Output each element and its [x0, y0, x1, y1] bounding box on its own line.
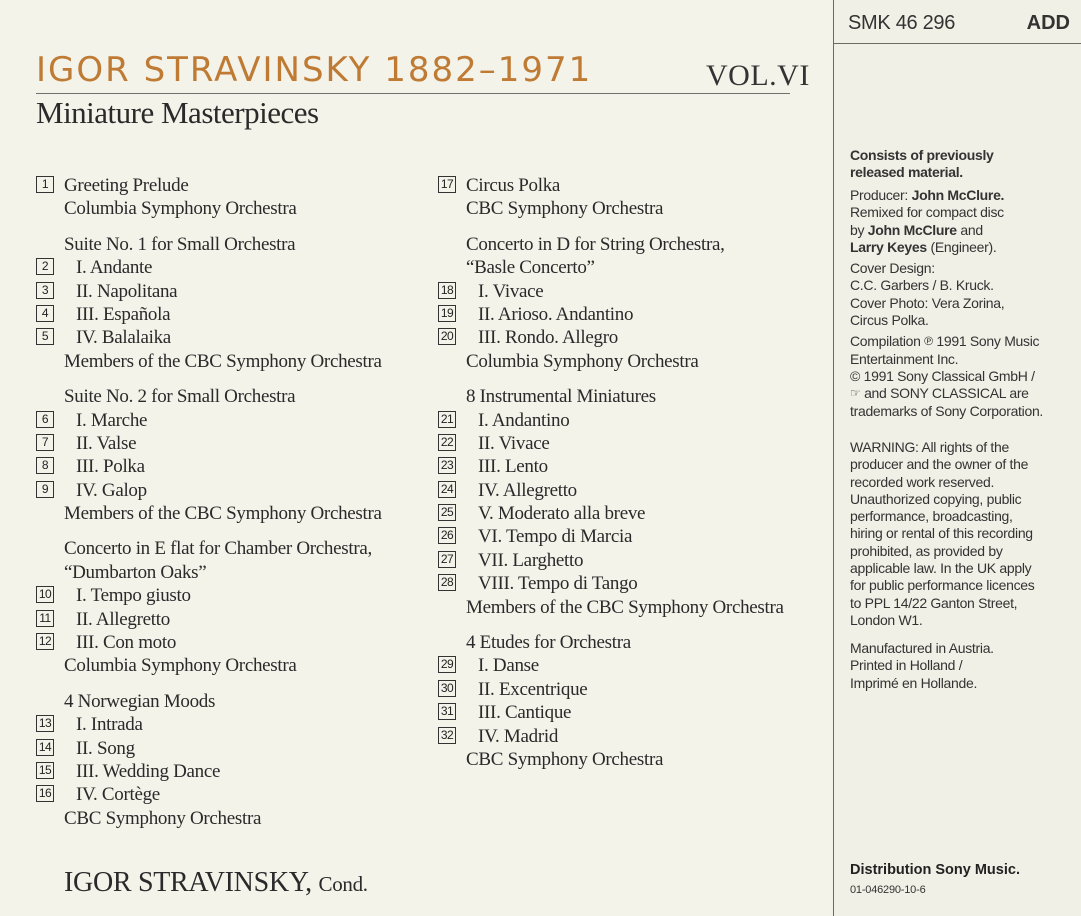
- catalog-number: SMK 46 296: [848, 12, 956, 34]
- warning-line: London W1.: [850, 611, 923, 628]
- track-title: III. Rondo. Allegro: [478, 327, 618, 349]
- credit-text: Columbia Symphony Orchestra: [64, 198, 297, 220]
- title-rule: [36, 93, 790, 94]
- manufactured-line-2: Printed in Holland /: [850, 657, 963, 674]
- track-title: I. Danse: [478, 655, 539, 677]
- credit-text: “Dumbarton Oaks”: [64, 561, 207, 583]
- work-title: 4 Etudes for Orchestra: [466, 632, 631, 654]
- track-title: Greeting Prelude: [64, 175, 189, 196]
- warning-line: recorded work reserved.: [850, 473, 995, 490]
- credit-text: Members of the CBC Symphony Orchestra: [466, 596, 784, 618]
- credit-text: CBC Symphony Orchestra: [64, 807, 262, 829]
- remix-name-2: Larry Keyes: [850, 238, 927, 255]
- sony-classical-logo-icon: ☞: [850, 386, 861, 401]
- work-title: Concerto in D for String Orchestra,: [466, 233, 725, 255]
- warning-line: WARNING: All rights of the: [850, 439, 1009, 455]
- warning-notice: [850, 439, 1034, 629]
- track-number: 10: [36, 586, 54, 603]
- track-number: 25: [438, 504, 456, 521]
- warning-line: for public performance licences: [850, 577, 1035, 594]
- cover-design-names: C.C. Garbers / B. Kruck.: [850, 277, 994, 294]
- track-title: I. Marche: [76, 409, 148, 431]
- copyright-line-2: [850, 385, 1043, 402]
- track-number: 4: [36, 305, 54, 322]
- remix-by: by: [850, 221, 865, 238]
- track-title: III. Con moto: [76, 632, 177, 654]
- remix-name-1: John McClure: [867, 221, 957, 238]
- remix-and: and: [960, 221, 983, 238]
- header-divider: [833, 43, 1081, 44]
- track-number: 7: [36, 434, 54, 451]
- distribution-label: Distribution Sony Music.: [850, 862, 1020, 878]
- credit-text: Members of the CBC Symphony Orchestra: [64, 503, 382, 525]
- track-number: 26: [438, 527, 456, 544]
- work-title: Suite No. 1 for Small Orchestra: [64, 233, 296, 255]
- track-title: III. Lento: [478, 456, 548, 478]
- track-title: II. Song: [76, 737, 135, 759]
- track-number: 17: [438, 176, 456, 193]
- track-title: III. Española: [76, 303, 171, 325]
- track-title: I. Vivace: [478, 280, 544, 302]
- track-number: 14: [36, 739, 54, 756]
- track-title: IV. Madrid: [478, 725, 559, 747]
- track-number: 15: [36, 762, 54, 779]
- track-number: 24: [438, 481, 456, 498]
- track-number: 9: [36, 481, 54, 498]
- track-title: I. Tempo giusto: [76, 585, 191, 607]
- track-title: Circus Polka: [466, 175, 561, 196]
- track-title: IV. Allegretto: [478, 479, 577, 501]
- warning-line: producer and the owner of the: [850, 456, 1029, 473]
- track-number: 28: [438, 574, 456, 591]
- track-title: VII. Larghetto: [478, 549, 584, 571]
- track-number: 19: [438, 305, 456, 322]
- track-number: 11: [36, 610, 54, 627]
- track-number: 32: [438, 727, 456, 744]
- warning-line: hiring or rental of this recording: [850, 525, 1033, 542]
- track-title: III. Polka: [76, 456, 145, 478]
- compilation-year: 1991 Sony Music: [936, 333, 1040, 350]
- remix-role: (Engineer).: [930, 238, 997, 255]
- track-title: IV. Galop: [76, 479, 147, 501]
- track-title: II. Vivace: [478, 432, 550, 454]
- track-number: 13: [36, 715, 54, 732]
- track-number: 2: [36, 258, 54, 275]
- track-number: 27: [438, 551, 456, 568]
- track-number: 16: [36, 785, 54, 802]
- compilation-line-1: [850, 333, 1043, 350]
- copyright-text: and SONY CLASSICAL are: [864, 385, 1029, 402]
- track-title: VI. Tempo di Marcia: [478, 526, 633, 548]
- track-number: 23: [438, 457, 456, 474]
- cover-photo-line-1: Cover Photo: Vera Zorina,: [850, 294, 1005, 311]
- credit-text: “Basle Concerto”: [466, 257, 595, 279]
- credit-text: Members of the CBC Symphony Orchestra: [64, 350, 382, 372]
- track-title: I. Andantino: [478, 409, 570, 431]
- track-title: III. Wedding Dance: [76, 760, 221, 782]
- track-title: III. Cantique: [478, 702, 572, 724]
- warning-line: prohibited, as provided by: [850, 542, 1003, 559]
- remix-line-2: [850, 222, 1043, 239]
- compilation-label: Compilation: [850, 333, 921, 350]
- track-number: 1: [36, 176, 54, 193]
- work-title: Suite No. 2 for Small Orchestra: [64, 386, 296, 408]
- track-title: II. Arioso. Andantino: [478, 303, 634, 325]
- compilation-line-2: Entertainment Inc.: [850, 350, 959, 367]
- producer-label: Producer:: [850, 187, 908, 203]
- work-title: Concerto in E flat for Chamber Orchestra,: [64, 538, 372, 560]
- track-number: 18: [438, 282, 456, 299]
- track-title: II. Valse: [76, 432, 137, 454]
- manufactured-line-1: Manufactured in Austria.: [850, 640, 994, 656]
- track-number: 29: [438, 656, 456, 673]
- volume-label: VOL.VI: [706, 59, 810, 92]
- track-title: II. Excentrique: [478, 678, 588, 700]
- manufacturing-note: [850, 640, 994, 692]
- copyright-line-3: trademarks of Sony Corporation.: [850, 402, 1044, 419]
- producer-line: [850, 187, 1043, 204]
- barcode-number: 01-046290-10-6: [850, 884, 926, 896]
- cover-photo-line-2: Circus Polka.: [850, 312, 929, 329]
- material-note: [850, 147, 994, 182]
- track-number: 12: [36, 633, 54, 650]
- track-title: IV. Balalaika: [76, 327, 171, 349]
- warning-line: applicable law. In the UK apply: [850, 560, 1032, 577]
- copyright-line-1: © 1991 Sony Classical GmbH /: [850, 367, 1035, 384]
- track-number: 20: [438, 328, 456, 345]
- warning-line: to PPL 14/22 Ganton Street,: [850, 594, 1018, 611]
- album-title: IGOR STRAVINSKY 1882–1971: [36, 50, 593, 90]
- conductor-name: IGOR STRAVINSKY,: [64, 867, 312, 898]
- track-number: 5: [36, 328, 54, 345]
- credit-text: CBC Symphony Orchestra: [466, 198, 664, 220]
- remix-line-3: [850, 239, 1043, 256]
- work-title: 8 Instrumental Miniatures: [466, 386, 656, 408]
- credit-text: CBC Symphony Orchestra: [466, 748, 664, 770]
- track-number: 22: [438, 434, 456, 451]
- track-number: 3: [36, 282, 54, 299]
- recording-format: ADD: [1026, 12, 1070, 34]
- manufactured-line-3: Imprimé en Hollande.: [850, 674, 978, 691]
- track-title: V. Moderato alla breve: [478, 503, 646, 525]
- warning-line: Unauthorized copying, public: [850, 490, 1022, 507]
- conductor-role: Cond.: [318, 872, 368, 896]
- track-title: I. Intrada: [76, 714, 143, 736]
- producer-name: John McClure.: [911, 187, 1005, 203]
- track-title: I. Andante: [76, 257, 153, 279]
- track-number: 30: [438, 680, 456, 697]
- track-title: VIII. Tempo di Tango: [478, 573, 638, 595]
- credit-text: Columbia Symphony Orchestra: [64, 655, 297, 677]
- warning-line: performance, broadcasting,: [850, 508, 1013, 525]
- track-title: II. Allegretto: [76, 608, 170, 630]
- work-title: 4 Norwegian Moods: [64, 690, 216, 712]
- consists-line-2: released material.: [850, 164, 963, 181]
- album-subtitle: Miniature Masterpieces: [36, 95, 319, 130]
- cover-design-label: Cover Design:: [850, 260, 935, 277]
- track-number: 6: [36, 411, 54, 428]
- phonogram-icon: ℗: [924, 334, 933, 349]
- credit-text: Columbia Symphony Orchestra: [466, 350, 699, 372]
- remix-line-1: Remixed for compact disc: [850, 204, 1004, 221]
- track-number: 31: [438, 703, 456, 720]
- track-title: IV. Cortège: [76, 784, 160, 806]
- track-number: 21: [438, 411, 456, 428]
- track-number: 8: [36, 457, 54, 474]
- conductor-credit: [64, 867, 368, 899]
- production-credits: [850, 187, 1043, 420]
- track-title: II. Napolitana: [76, 280, 178, 302]
- consists-line-1: Consists of previously: [850, 147, 994, 163]
